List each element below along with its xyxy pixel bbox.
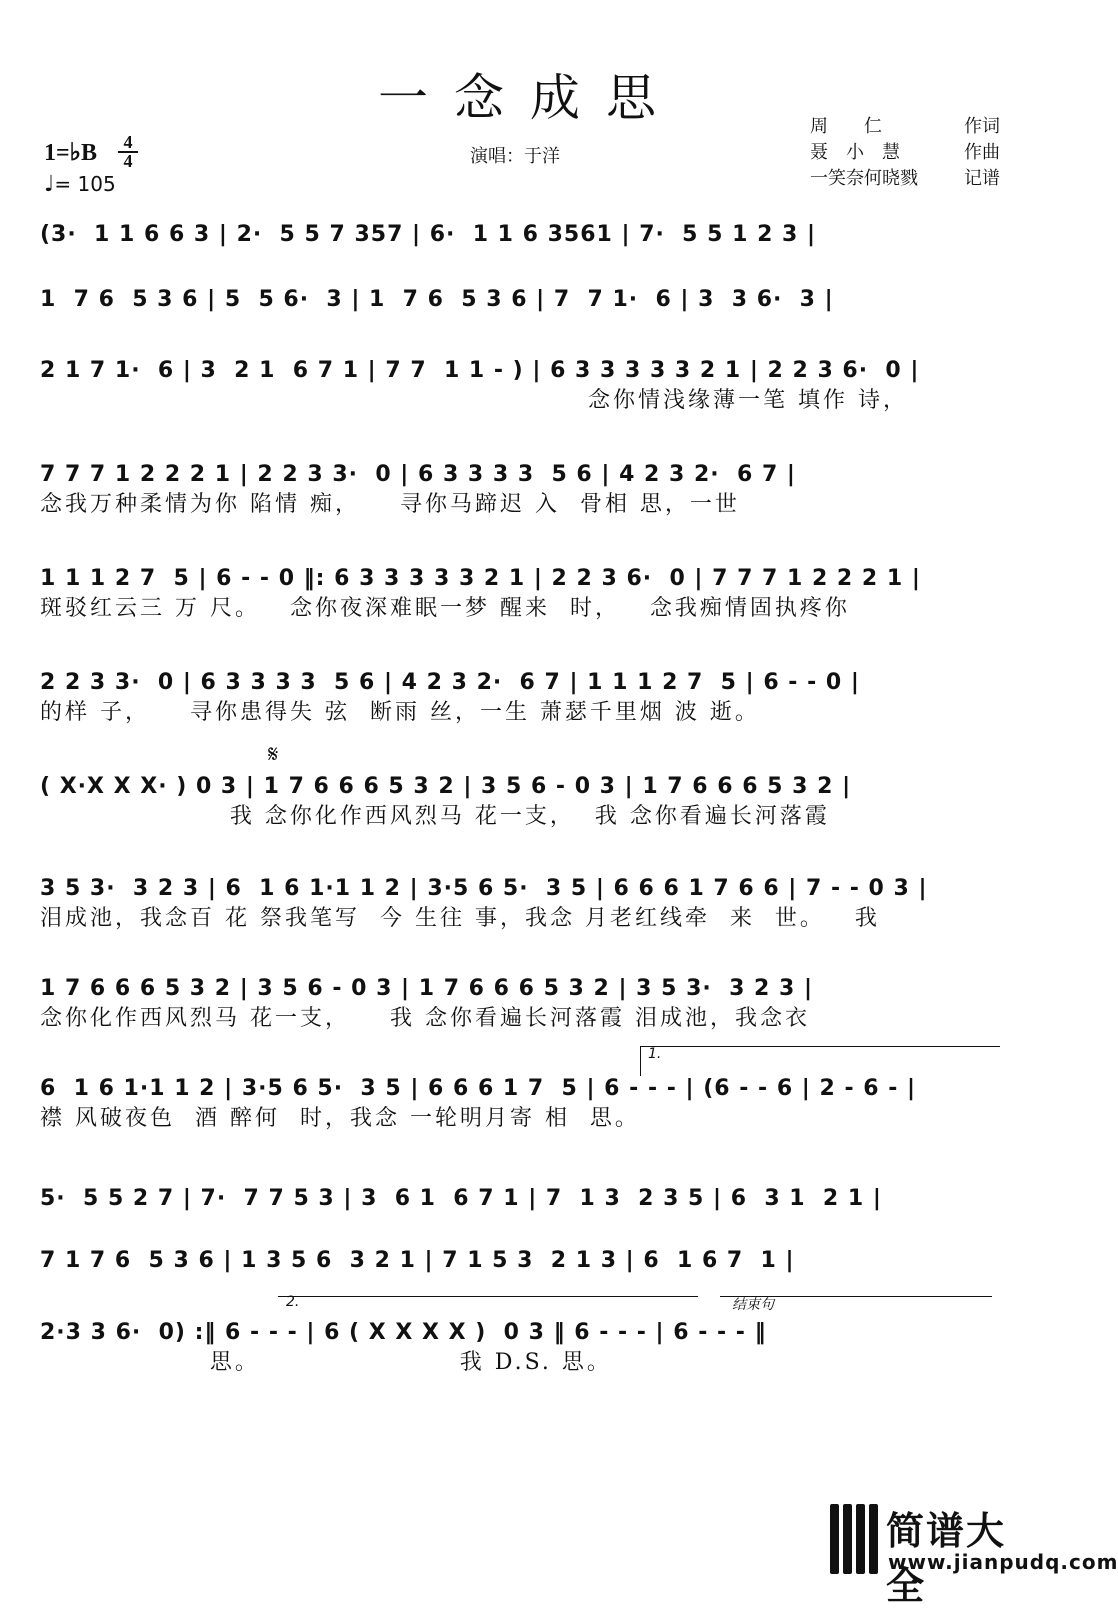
volta-2-bracket [278, 1296, 698, 1297]
score-line-2 [40, 287, 1000, 312]
credit-role: 作词 [964, 116, 1000, 137]
time-signature [118, 134, 138, 170]
score-line-9 [40, 976, 1000, 1032]
piano-keys-icon [830, 1504, 878, 1574]
singer-credit: 演唱：于洋 [470, 146, 560, 167]
notation-row: 5· 5 5 2 7 | 7· 7 7 5 3 | 3 6 1 6 7 1 | 7 1 3 2 3 5 | 6 3 1 2 1 | [40, 1186, 882, 1211]
volta-1-bracket [640, 1046, 1000, 1047]
lyrics-row: 泪成池，我念百 花 祭我笔写 今 生往 事，我念 月老红线牵 来 世。 我 [40, 906, 880, 931]
site-logo [830, 1500, 1118, 1608]
time-signature-bottom: 4 [118, 151, 138, 170]
lyrics-row: 斑驳红云三 万 尺。 念你夜深难眠一梦 醒来 时， 念我痴情固执疼你 [40, 596, 850, 621]
lyrics-row: 襟 风破夜色 酒 醉何 时，我念 一轮明月寄 相 思。 [40, 1106, 640, 1131]
notation-row: (3· 1 1 6 6 3 | 2· 5 5 7 357 | 6· 1 1 6 3561 | 7· 5 5 1 2 3 | [40, 222, 817, 247]
credit-lyricist [810, 114, 1000, 140]
lyrics-row: 念你化作西风烈马 花一支， 我 念你看遍长河落霞 泪成池，我念衣 [40, 1006, 810, 1031]
notation-row: ( X·X X X· ) 0 3 | 1 7 6 6 6 5 3 2 | 3 5 6 - 0 3 | 1 7 6 6 6 5 3 2 | [40, 774, 852, 799]
credits-block [810, 114, 1000, 192]
score-line-5 [40, 566, 1000, 622]
credit-name: 周 仁 [810, 116, 882, 137]
score-line-1 [40, 222, 1000, 247]
lyrics-row: 思。 我 D.S. 思。 [40, 1350, 612, 1375]
lyrics-row: 的样 子， 寻你患得失 弦 断雨 丝，一生 萧瑟千里烟 波 逝。 [40, 700, 760, 725]
score-line-6 [40, 670, 1000, 726]
logo-url: www.jianpudq.com [888, 1550, 1118, 1574]
credit-transcriber [810, 166, 1000, 192]
volta-1-bracket-side [640, 1046, 641, 1076]
volta-2-label: 2. [286, 1294, 300, 1310]
segno-icon: 𝄋 [268, 740, 279, 768]
time-signature-top: 4 [123, 132, 133, 152]
tempo-mark [44, 172, 116, 197]
score-line-4 [40, 462, 1000, 518]
notation-row: 1 7 6 6 6 5 3 2 | 3 5 6 - 0 3 | 1 7 6 6 6 5 3 2 | 3 5 3· 3 2 3 | [40, 976, 814, 1001]
score-line-12 [40, 1248, 1000, 1273]
lyrics-row: 我 念你化作西风烈马 花一支， 我 念你看遍长河落霞 [40, 804, 830, 829]
song-title: 一念成思 [378, 69, 682, 127]
notation-row: 7 7 7 1 2 2 2 1 | 2 2 3 3· 0 | 6 3 3 3 3 5 6 | 4 2 3 2· 6 7 | [40, 462, 796, 487]
notation-row: 2 1 7 1· 6 | 3 2 1 6 7 1 | 7 7 1 1 - ) | 6 3 3 3 3 3 2 1 | 2 2 3 6· 0 | [40, 358, 920, 383]
quarter-note-icon: ♩ [44, 172, 55, 197]
credit-role: 记谱 [964, 168, 1000, 189]
score-line-8 [40, 876, 1000, 932]
notation-row: 2 2 3 3· 0 | 6 3 3 3 3 5 6 | 4 2 3 2· 6 7 | 1 1 1 2 7 5 | 6 - - 0 | [40, 670, 860, 695]
credit-composer [810, 140, 1000, 166]
score-line-11 [40, 1186, 1000, 1211]
score-line-3 [40, 358, 1000, 414]
logo-brand: 简谱大全 [886, 1509, 1007, 1608]
lyrics-row: 念我万种柔情为你 陷情 痴， 寻你马蹄迟 入 骨相 思，一世 [40, 492, 740, 517]
key-signature: 1=♭B [44, 140, 98, 166]
notation-row: 7 1 7 6 5 3 6 | 1 3 5 6 3 2 1 | 7 1 5 3 2 1 3 | 6 1 6 7 1 | [40, 1248, 795, 1273]
score-line-7 [40, 774, 1000, 830]
notation-row: 1 7 6 5 3 6 | 5 5 6· 3 | 1 7 6 5 3 6 | 7 7 1· 6 | 3 3 6· 3 | [40, 287, 834, 312]
notation-row: 2·3 3 6· 0) :‖ 6 - - - | 6 ( X X X X ) 0 3 ‖ 6 - - - | 6 - - - ‖ [40, 1320, 767, 1345]
tempo-value: = 105 [54, 172, 116, 196]
volta-1-label: 1. [648, 1046, 662, 1062]
notation-row: 1 1 1 2 7 5 | 6 - - 0 ‖: 6 3 3 3 3 3 2 1 | 2 2 3 6· 0 | 7 7 7 1 2 2 2 1 | [40, 566, 921, 591]
notation-row: 6 1 6 1·1 1 2 | 3·5 6 5· 3 5 | 6 6 6 1 7 5 | 6 - - - | (6 - - 6 | 2 - 6 - | [40, 1076, 917, 1101]
credit-name: 一笑奈何晓戮 [810, 168, 918, 189]
credit-role: 作曲 [964, 142, 1000, 163]
ending-label: 结束句 [732, 1297, 774, 1313]
notation-row: 3 5 3· 3 2 3 | 6 1 6 1·1 1 2 | 3·5 6 5· 3 5 | 6 6 6 1 7 6 6 | 7 - - 0 3 | [40, 876, 928, 901]
score-line-10 [40, 1076, 1000, 1132]
lyrics-row: 念你情浅缘薄一笔 填作 诗， [588, 388, 908, 413]
score-line-13 [40, 1320, 1000, 1376]
credit-name: 聂 小 慧 [810, 142, 900, 163]
